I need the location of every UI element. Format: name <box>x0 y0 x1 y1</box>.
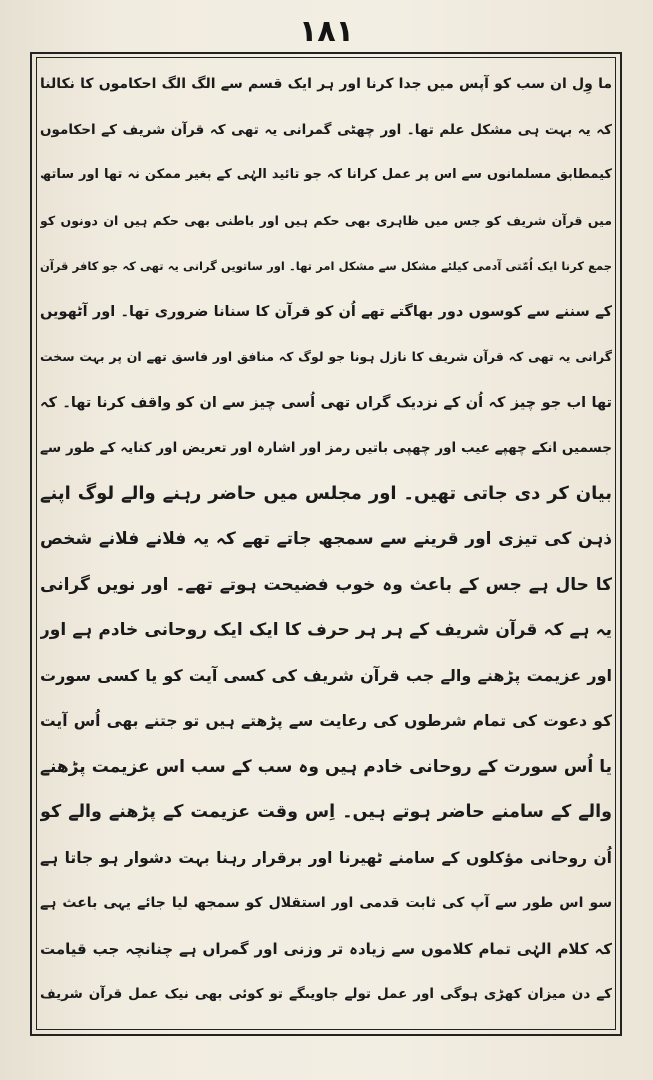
text-line: اور عزیمت پڑھنے والے جب قرآن شریف کی کسی آیت کو یا کسی سورت <box>40 666 612 685</box>
text-line: کہ کلام الہٰی تمام کلاموں سے زیادہ تر وزنی اور گمراں ہے چنانچہ جب قیامت <box>40 940 612 958</box>
text-line: والے کے سامنے حاضر ہوتے ہیں۔ اِس وقت عزیمت کے پڑھنے والے کو <box>40 802 612 822</box>
text-line: ذہن کی تیزی اور قرینے سے سمجھ جاتے تھے کہ یہ فلانے فلانے شخص <box>40 529 612 549</box>
text-line: کے دن میزان کھڑی ہوگی اور عمل تولے جاویںگے تو کوئی بھی نیک عمل قرآن شریف <box>40 986 612 1002</box>
text-line: تھا اب جو چیز کہ اُن کے نزدیک گراں تھی اُسی چیز سے ان کو واقف کرنا تھا۔ کہ <box>40 395 612 411</box>
text-line: بیان کر دی جاتی تھیں۔ اور مجلس میں حاضر رہنے والے لوگ اپنے <box>40 483 612 504</box>
text-line: میں قرآن شریف کو جس میں ظاہری بھی حکم ہیں اور باطنی بھی حکم ہیں ان دونوں کو <box>40 213 612 228</box>
text-line: کیمطابق مسلمانوں سے اس پر عمل کرانا کہ جو تائید الہٰی کے بغیر ممکن نہ تھا اور ساتھ <box>40 167 612 182</box>
text-line: جمع کرنا ایک اُمّتی آدمی کیلئے مشکل سے مشکل امر تھا۔ اور ساتویں گرانی یہ تھی کہ جو کافر قرآن <box>40 259 612 273</box>
text-line: ما وِل ان سب کو آپس میں جدا کرنا اور ہر ایک قسم سے الگ الگ احکاموں کا نکالنا <box>40 76 612 92</box>
text-line: اُن روحانی مؤکلوں کے سامنے ٹھیرنا اور برقرار رہنا بہت دشوار ہو جاتا ہے <box>40 849 612 867</box>
text-line: کہ یہ بہت ہی مشکل علم تھا۔ اور چھٹی گمرانی یہ تھی کہ قرآن شریف کے احکاموں <box>40 122 612 138</box>
page-number: ۱۸۱ <box>299 14 354 49</box>
text-line: کا حال ہے جس کے باعث وہ خوب فضیحت ہوتے تھے۔ اور نویں گرانی <box>40 575 612 595</box>
body-text <box>40 62 612 1027</box>
text-line: گرانی یہ تھی کہ قرآن شریف کا نازل ہونا جو لوگ کہ منافق اور فاسق تھے ان پر بہت سخت <box>40 349 612 364</box>
text-line: یہ ہے کہ قرآن شریف کے ہر ہر حرف کا ایک ایک روحانی خادم ہے اور <box>40 620 612 640</box>
text-line: سو اس طور سے آپ کی ثابت قدمی اور استقلال کو سمجھ لیا جائے یہی باعث ہے <box>40 895 612 911</box>
text-line: کو دعوت کی تمام شرطوں کی رعایت سے پڑھتے ہیں تو جتنے بھی اُس آیت <box>40 712 612 730</box>
text-line: یا اُس سورت کے روحانی خادم ہیں وہ سب کے سب اس عزیمت پڑھنے <box>40 757 612 777</box>
text-line: جسمیں انکے چھپے عیب اور چھپی باتیں رمز اور اشارہ اور تعریض اور کنایہ کے طور سے <box>40 440 612 456</box>
text-line: کے سننے سے کوسوں دور بھاگتے تھے اُن کو قرآن کا سنانا ضروری تھا۔ اور آٹھویں <box>40 304 612 320</box>
